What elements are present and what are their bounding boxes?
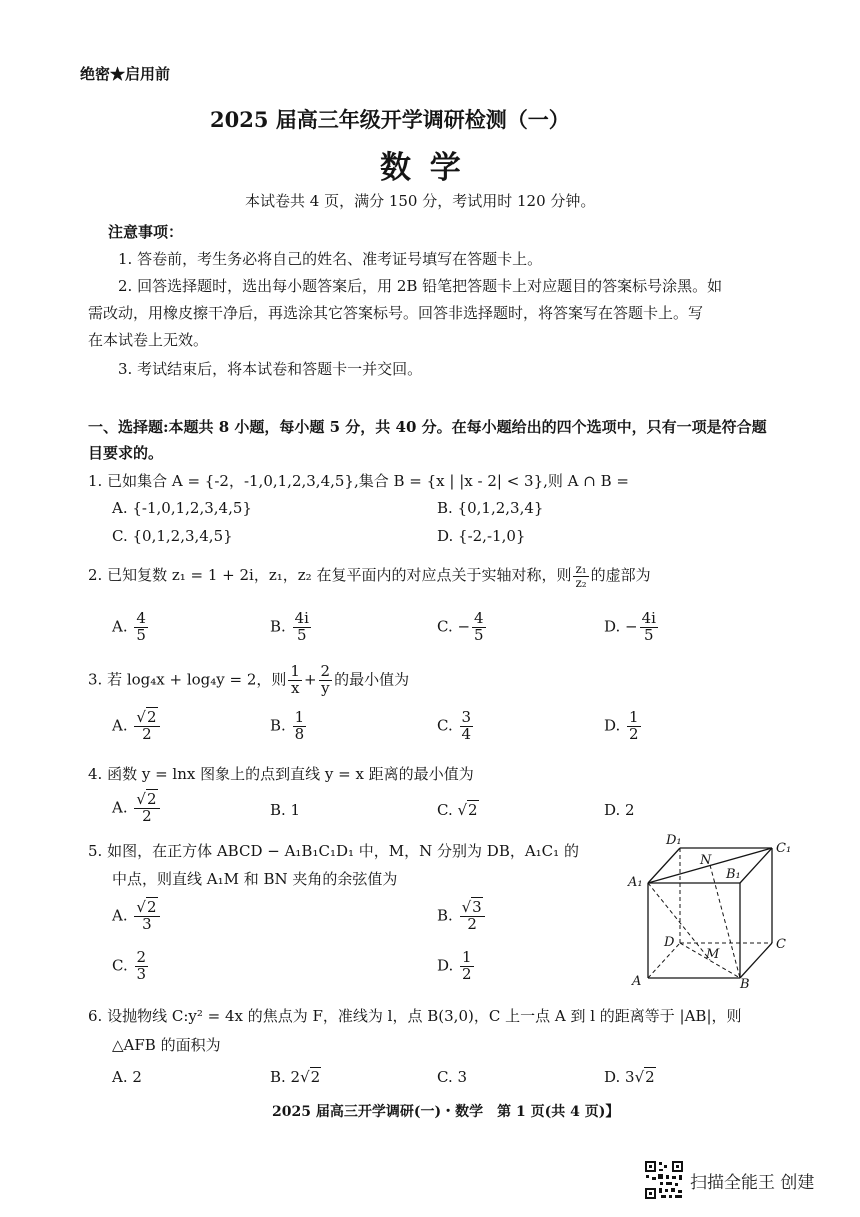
question-3-stem: 3. 若 log₄x + log₄y = 2，则 $\frac{1}{x}$ + $\frac{2}{y}$ 的最小值为 — [88, 662, 410, 697]
question-5-stem-line-2: 中点，则直线 A₁M 和 BN 夹角的余弦值为 — [112, 870, 398, 888]
exam-info: 本试卷共 4 页，满分 150 分，考试用时 120 分钟。 — [245, 192, 596, 210]
question-2-stem-post: 的虚部为 — [590, 566, 651, 585]
question-5-stem-line-1: 5. 如图，在正方体 ABCD − A₁B₁C₁D₁ 中，M，N 分别为 DB，A₁C₁ 的 — [88, 842, 579, 860]
section-heading-line-1: 一、选择题:本题共 8 小题，每小题 5 分，共 40 分。在每小题给出的四个选项中，只有一项是符合题 — [88, 418, 767, 436]
cube-figure — [620, 828, 800, 993]
note-1: 1. 答卷前，考生务必将自己的姓名、准考证号填写在答题卡上。 — [118, 250, 543, 268]
label-c1: C₁ — [776, 841, 792, 856]
question-6-option-c: C. 3 — [437, 1068, 468, 1086]
label-d: D — [664, 935, 675, 950]
question-3-option-c: C. $\frac{3}{4}$ — [437, 708, 472, 743]
question-1-option-a: A. {-1,0,1,2,3,4,5} — [112, 499, 252, 517]
page-footer: 2025 届高三开学调研(一)・数学 第 1 页(共 4 页)】 — [272, 1104, 620, 1120]
question-5-option-a: A. $\frac{√2}{3}$ — [112, 900, 162, 933]
question-6-stem-line-2: △AFB 的面积为 — [112, 1036, 221, 1054]
label-b1: B₁ — [726, 867, 741, 882]
question-2-option-a: A. $\frac{4}{5}$ — [112, 609, 146, 644]
note-3: 3. 考试结束后，将本试卷和答题卡一并交回。 — [118, 360, 423, 378]
question-6-option-b: B. 2√2 — [270, 1068, 321, 1086]
note-2-line-1: 2. 回答选择题时，选出每小题答案后，用 2B 铅笔把答题卡上对应题目的答案标号涂黑。如 — [118, 277, 723, 295]
qr-code-icon — [644, 1160, 684, 1200]
question-2-stem-pre: 2. 已知复数 z₁ = 1 + 2i，z₁，z₂ 在复平面内的对应点关于实轴对称，则 — [88, 566, 572, 585]
question-5-option-d: D. $\frac{1}{2}$ — [437, 948, 472, 983]
question-2-option-d: D. − $\frac{4i}{5}$ — [604, 609, 656, 644]
question-3-option-d: D. $\frac{1}{2}$ — [604, 708, 639, 743]
label-a1: A₁ — [628, 875, 643, 890]
question-1-option-d: D. {-2,-1,0} — [437, 527, 526, 545]
notes-heading: 注意事项： — [108, 223, 184, 241]
question-3-option-b: B. $\frac{1}{8}$ — [270, 708, 305, 743]
label-c: C — [776, 937, 786, 952]
exam-title: 2025 届高三年级开学调研检测（一） — [210, 107, 570, 132]
label-d1: D₁ — [666, 833, 682, 848]
question-6-option-a: A. 2 — [112, 1068, 142, 1086]
question-6-stem-line-1: 6. 设抛物线 C:y² = 4x 的焦点为 F，准线为 l，点 B(3,0)，C 上一点 A 到 l 的距离等于 |AB|，则 — [88, 1007, 742, 1025]
question-2-option-c: C. − $\frac{4}{5}$ — [437, 609, 484, 644]
question-1-option-b: B. {0,1,2,3,4} — [437, 499, 544, 517]
question-6-option-d: D. 3√2 — [604, 1068, 655, 1086]
question-4-option-d: D. 2 — [604, 801, 635, 819]
note-2-line-2: 需改动，用橡皮擦干净后，再选涂其它答案标号。回答非选择题时，将答案写在答题卡上。写 — [88, 304, 704, 322]
question-1-option-c: C. {0,1,2,3,4,5} — [112, 527, 233, 545]
question-4-option-b: B. 1 — [270, 801, 301, 819]
question-1-stem: 1. 已如集合 A = {-2，-1,0,1,2,3,4,5},集合 B = {x | |x - 2| < 3},则 A ∩ B = — [88, 472, 629, 490]
question-2-fraction: $\frac{\text{z₁}}{\text{z₂}}$ — [575, 562, 587, 590]
question-2-option-b: B. $\frac{4i}{5}$ — [270, 609, 309, 644]
question-2-stem — [88, 563, 651, 589]
subject-title: 数 学 — [380, 150, 465, 186]
label-a: A — [632, 974, 642, 989]
confidential-label: 绝密★启用前 — [80, 65, 171, 83]
question-4-option-c: C. √2 — [437, 801, 478, 819]
question-5-option-b: B. $\frac{√3}{2}$ — [437, 900, 487, 933]
section-heading-line-2: 目要求的。 — [88, 444, 164, 462]
question-5-option-c: C. $\frac{2}{3}$ — [112, 948, 147, 983]
question-3-option-a: A. $\frac{√2}{2}$ — [112, 710, 162, 743]
label-b: B — [740, 977, 750, 992]
label-m: M — [706, 947, 720, 962]
question-4-stem: 4. 函数 y = lnx 图象上的点到直线 y = x 距离的最小值为 — [88, 765, 474, 783]
question-4-option-a: A. $\frac{√2}{2}$ — [112, 792, 162, 825]
scanner-brand-watermark: 扫描全能王 创建 — [690, 1173, 815, 1193]
label-n: N — [700, 853, 712, 868]
note-2-line-3: 在本试卷上无效。 — [88, 331, 209, 349]
